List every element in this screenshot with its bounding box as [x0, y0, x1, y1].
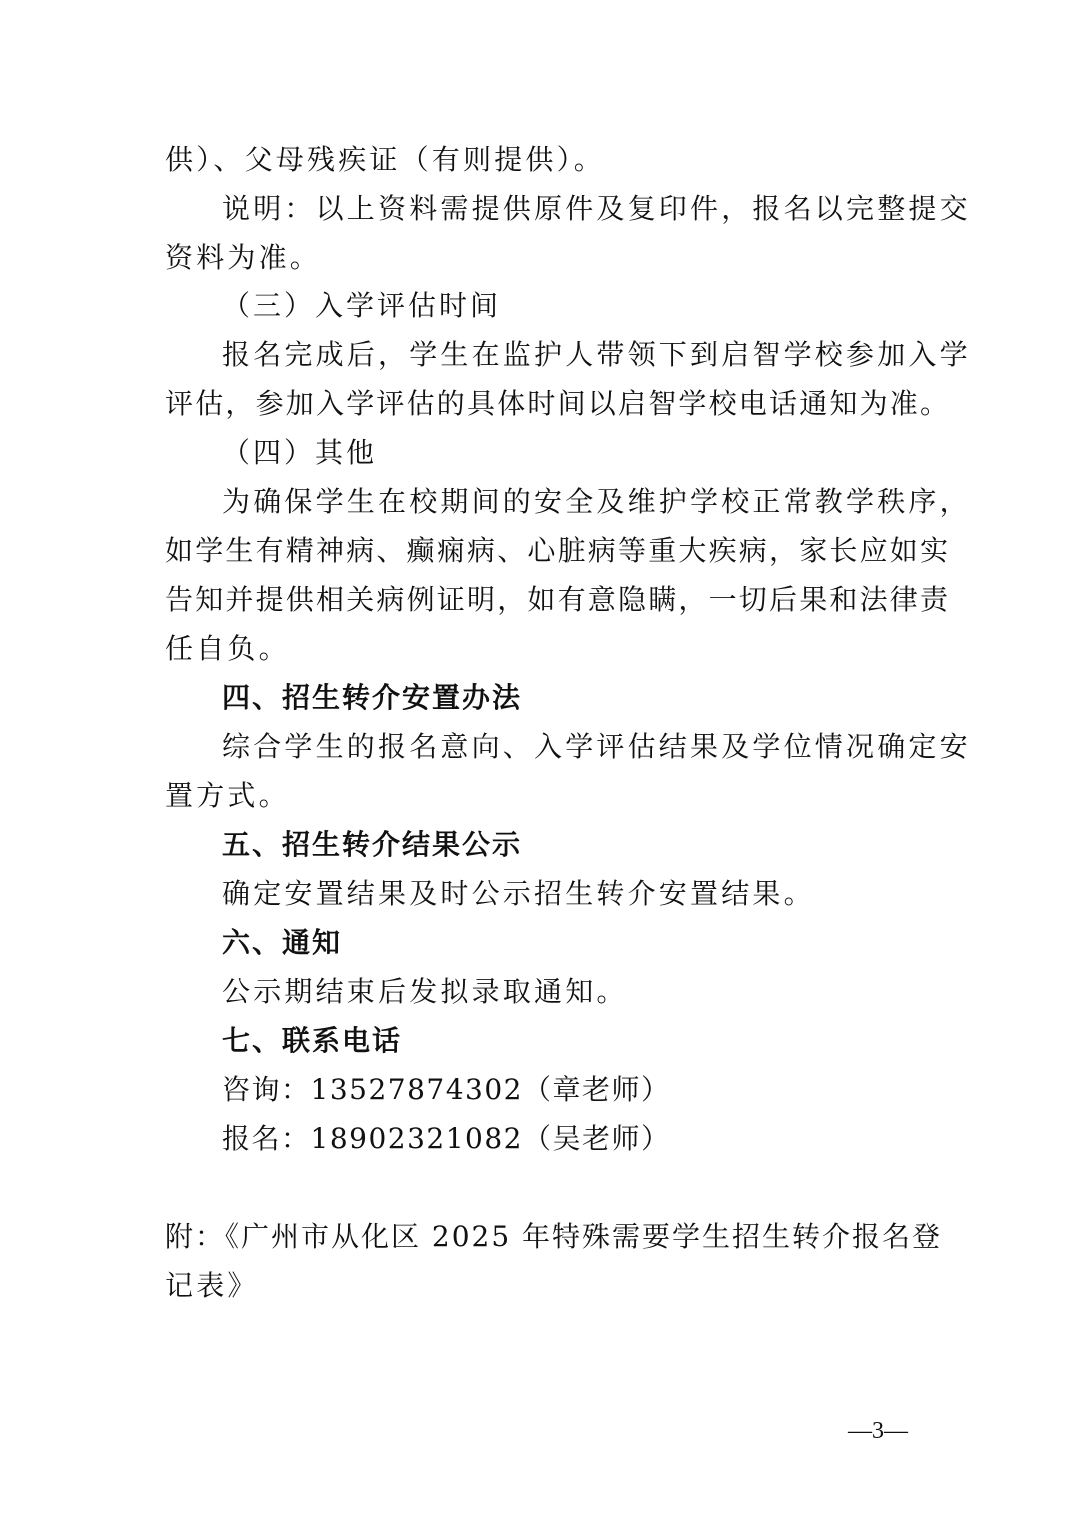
body-text-line: 公示期结束后发拟录取通知。 [222, 975, 628, 1008]
body-text-line: 为确保学生在校期间的安全及维护学校正常教学秩序， [222, 485, 971, 518]
section-heading-5: 五、招生转介结果公示 [222, 828, 523, 861]
section-heading-4: 四、招生转介安置办法 [222, 681, 523, 714]
body-text-line: 供）、父母残疾证（有则提供）。 [165, 143, 606, 176]
attachment-note: 附：《广州市从化区 2025 年特殊需要学生招生转介报名登 [165, 1220, 943, 1253]
page-number: —3— [848, 1418, 908, 1444]
body-text-line: 确定安置结果及时公示招生转介安置结果。 [222, 877, 815, 910]
subsection-heading-4: （四）其他 [222, 436, 378, 469]
attachment-note-cont: 记表》 [165, 1269, 259, 1302]
section-heading-7: 七、联系电话 [222, 1024, 403, 1057]
body-text-line: 任自负。 [165, 632, 290, 665]
body-text-line: 如学生有精神病、癫痫病、心脏病等重大疾病，家长应如实 [165, 534, 951, 567]
body-text-line: 评估，参加入学评估的具体时间以启智学校电话通知为准。 [165, 387, 951, 420]
section-heading-6: 六、通知 [222, 926, 343, 959]
body-text-line: 告知并提供相关病例证明，如有意隐瞒，一切后果和法律责 [165, 583, 951, 616]
body-text-line: 综合学生的报名意向、入学评估结果及学位情况确定安 [222, 730, 971, 763]
note-paragraph: 说明：以上资料需提供原件及复印件，报名以完整提交 [222, 192, 971, 225]
body-text-line: 报名完成后，学生在监护人带领下到启智学校参加入学 [222, 338, 971, 371]
subsection-heading-3: （三）入学评估时间 [222, 289, 502, 322]
body-text-line: 资料为准。 [165, 241, 322, 274]
body-text-line: 置方式。 [165, 779, 290, 812]
contact-register: 报名：18902321082（吴老师） [222, 1122, 671, 1155]
contact-consult: 咨询：13527874302（章老师） [222, 1073, 671, 1106]
